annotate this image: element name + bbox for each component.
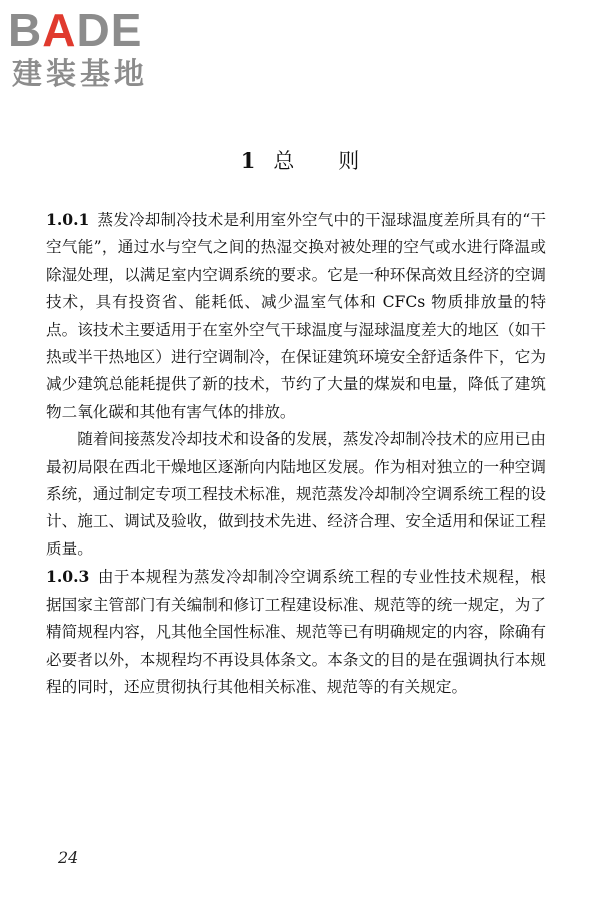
logo-letter-b: B <box>8 4 43 56</box>
clause-text: 蒸发冷却制冷技术是利用室外空气中的干湿球温度差所具有的“干空气能”，通过水与空气之间的热湿交换对被处理的空气或水进行降温或除湿处理，以满足室内空调系统的要求。它是一种环保高效且经济的空调技术，具有投资省、能耗低、减少温室气体和 CFCs 物质排放量的特点。该技术主要适用于在室外空气干球温度与湿球温度差大的地区（如干热或半干热地区）进行空调制冷，在保证建筑环境安全舒适条件下，它为减少建筑总能耗提供了新的技术，节约了大量的煤炭和电量，降低了建筑物二氧化碳和其他有害气体的排放。 <box>46 211 546 421</box>
chapter-title <box>0 148 600 174</box>
logo-wordmark <box>8 6 142 54</box>
clause-1-0-3 <box>46 563 546 701</box>
clause-number: 1.0.1 <box>46 210 90 229</box>
logo-letter-a: A <box>42 4 77 56</box>
page-number: 24 <box>58 848 79 867</box>
logo-letters-de: DE <box>76 4 143 56</box>
body-content <box>46 206 546 701</box>
chapter-title-text: 总则 <box>273 149 404 173</box>
clause-1-0-1 <box>46 206 546 426</box>
clause-text: 由于本规程为蒸发冷却制冷空调系统工程的专业性技术规程，根据国家主管部门有关编制和修订工程建设标准、规范等的统一规定，为了精简规程内容，凡其他全国性标准、规范等已有明确规定的内容，除确有必要者以外，本规程均不再设具体条文。本条文的目的是在强调执行本规程的同时，还应贯彻执行其他相关标准、规范等的有关规定。 <box>46 568 546 696</box>
logo-subtitle: 建装基地 <box>12 57 148 92</box>
clause-text: 随着间接蒸发冷却技术和设备的发展，蒸发冷却制冷技术的应用已由最初局限在西北干燥地区逐渐向内陆地区发展。作为相对独立的一种空调系统，通过制定专项工程技术标准，规范蒸发冷却制冷空调系统工程的设计、施工、调试及验收，做到技术先进、经济合理、安全适用和保证工程质量。 <box>46 430 546 558</box>
clause-1-0-1-continuation <box>46 426 546 563</box>
bade-logo <box>8 6 178 96</box>
clause-number: 1.0.3 <box>46 567 90 587</box>
chapter-number: 1 <box>240 148 256 173</box>
